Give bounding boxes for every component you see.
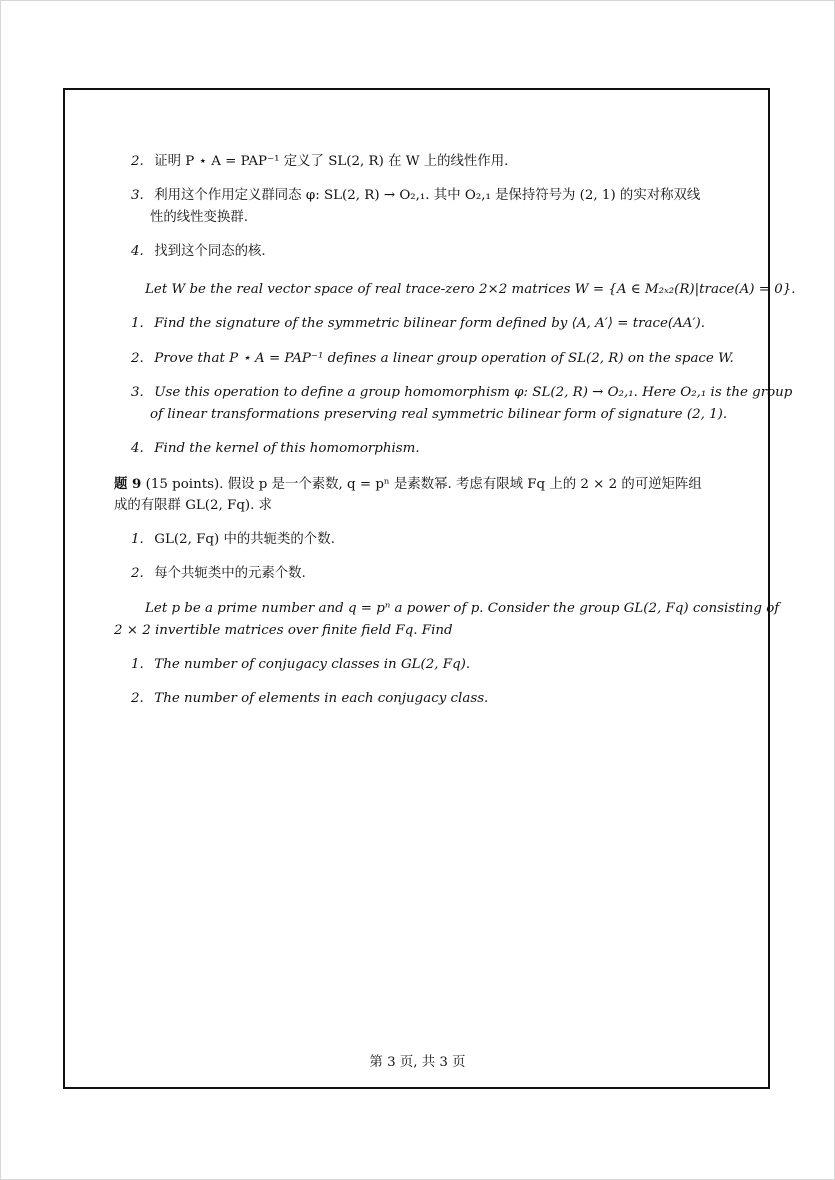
item-text: 找到这个同态的核. <box>154 244 266 259</box>
item-text: Find the kernel of this homomorphism. <box>154 441 420 456</box>
problem-text-line-1: 假设 p 是一个素数, q = pⁿ 是素数幂. 考虑有限域 Fq 上的 2 × 2 的可逆矩阵组 <box>227 477 702 492</box>
problem-points: (15 points). <box>145 477 224 492</box>
en-item-2 <box>131 350 734 368</box>
problem-text-line-2: 成的有限群 GL(2, Fq). 求 <box>114 498 273 513</box>
p9-zh-item-2 <box>131 565 306 583</box>
en-text-line-1: Let p be a prime number and q = pⁿ a power of p. Consider the group GL(2, Fq) consisting of <box>145 601 780 616</box>
zh-item-2 <box>131 153 508 171</box>
item-text: The number of elements in each conjugacy class. <box>154 691 489 706</box>
problem-9-header <box>114 475 702 494</box>
zh-item-3-cont <box>150 209 248 227</box>
item-text: Find the signature of the symmetric bilinear form defined by ⟨A, A′⟩ = trace(AA′). <box>154 316 705 331</box>
problem-label: 题 9 <box>114 476 142 492</box>
en-item-3-cont <box>150 406 727 424</box>
page-footer: 第 3 页, 共 3 页 <box>369 1055 466 1070</box>
intro-text: Let W be the real vector space of real trace-zero 2×2 matrices W = {A ∈ M₂ₓ₂(R)|trace(A) = 0}. <box>145 282 796 297</box>
en-intro <box>145 281 796 299</box>
item-number: 1. <box>131 532 144 547</box>
p9-en-item-1 <box>131 656 470 674</box>
p9-en-line-2 <box>114 622 453 640</box>
item-text: 每个共轭类中的元素个数. <box>154 566 306 581</box>
item-text-line-2: of linear transformations preserving real symmetric bilinear form of signature (2, 1). <box>150 407 728 422</box>
p9-en-item-2 <box>131 690 488 708</box>
item-text: Prove that P ⋆ A = PAP⁻¹ defines a linear group operation of SL(2, R) on the space W. <box>154 351 734 366</box>
item-text-line-1: Use this operation to define a group homomorphism φ: SL(2, R) → O₂,₁. Here O₂,₁ is the group <box>154 385 793 400</box>
item-text: GL(2, Fq) 中的共轭类的个数. <box>154 532 335 547</box>
item-text-line-1: 利用这个作用定义群同态 φ: SL(2, R) → O₂,₁. 其中 O₂,₁ 是保持符号为 (2, 1) 的实对称双线 <box>154 188 701 203</box>
en-item-4 <box>131 440 420 458</box>
problem-9-line-2 <box>114 497 272 515</box>
en-item-3 <box>131 384 792 402</box>
item-number: 3. <box>131 385 144 400</box>
zh-item-3 <box>131 187 700 205</box>
item-number: 2. <box>131 691 144 706</box>
p9-zh-item-1 <box>131 531 335 549</box>
item-text: 证明 P ⋆ A = PAP⁻¹ 定义了 SL(2, R) 在 W 上的线性作用. <box>154 154 509 169</box>
en-item-1 <box>131 315 705 333</box>
item-number: 4. <box>131 244 144 259</box>
item-number: 2. <box>131 154 144 169</box>
zh-item-4 <box>131 243 266 261</box>
en-text-line-2: 2 × 2 invertible matrices over finite field Fq. Find <box>114 623 453 638</box>
item-number: 2. <box>131 566 144 581</box>
item-text: The number of conjugacy classes in GL(2, Fq). <box>154 657 471 672</box>
content-frame <box>63 88 770 1089</box>
item-number: 1. <box>131 657 144 672</box>
item-text-line-2: 性的线性变换群. <box>150 210 248 225</box>
item-number: 3. <box>131 188 144 203</box>
item-number: 2. <box>131 351 144 366</box>
item-number: 1. <box>131 316 144 331</box>
item-number: 4. <box>131 441 144 456</box>
p9-en-line-1 <box>145 600 779 618</box>
